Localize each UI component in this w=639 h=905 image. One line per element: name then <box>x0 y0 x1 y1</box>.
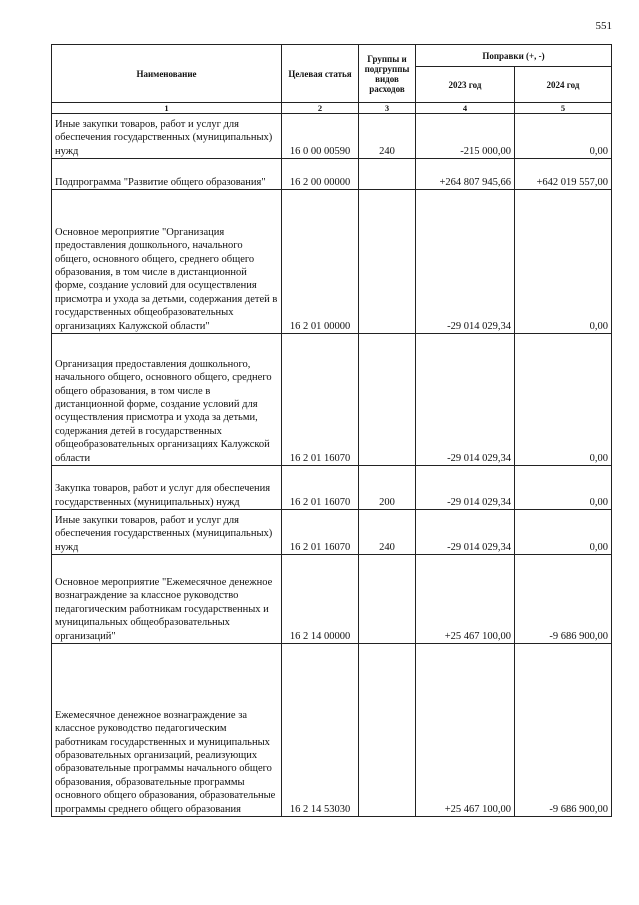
row-amount-2023: -29 014 029,34 <box>416 190 515 334</box>
budget-amendments-table <box>51 44 612 817</box>
row-target-article: 16 2 01 16070 <box>282 510 359 555</box>
column-number: 5 <box>515 103 612 114</box>
row-name: Подпрограмма "Развитие общего образования" <box>52 159 282 190</box>
row-target-article: 16 2 00 00000 <box>282 159 359 190</box>
row-expense-group: 200 <box>359 466 416 510</box>
row-expense-group: 240 <box>359 510 416 555</box>
table-row <box>52 159 612 190</box>
row-expense-group: 240 <box>359 114 416 159</box>
row-name: Основное мероприятие "Ежемесячное денежное вознаграждение за классное руководство педагогическим работникам государственных и муниципальных общеобразовательных организаций" <box>52 555 282 644</box>
column-number: 1 <box>52 103 282 114</box>
row-amount-2023: -215 000,00 <box>416 114 515 159</box>
row-name: Ежемесячное денежное вознаграждение за классное руководство педагогическим работникам государственных и муниципальных образовательных организаций, реализующих образовательные программы начального общего образования, образовательные программы основного общего образования, образовательные программы среднего общего образования <box>52 644 282 817</box>
table-row <box>52 555 612 644</box>
header-target-article: Целевая статья <box>282 45 359 103</box>
row-amount-2024: 0,00 <box>515 190 612 334</box>
table-row <box>52 190 612 334</box>
row-amount-2024: -9 686 900,00 <box>515 644 612 817</box>
row-amount-2023: -29 014 029,34 <box>416 510 515 555</box>
row-target-article: 16 2 01 00000 <box>282 190 359 334</box>
column-number: 4 <box>416 103 515 114</box>
table-row <box>52 334 612 466</box>
row-target-article: 16 2 14 00000 <box>282 555 359 644</box>
row-name: Организация предоставления дошкольного, начального общего, основного общего, среднего общего образования, в том числе в дистанционной форме, создание условий для осуществления присмотра и ухода за детьми, содержания детей в государственных общеобразовательных организациях Калужской области <box>52 334 282 466</box>
header-year-2024: 2024 год <box>515 67 612 103</box>
column-number: 2 <box>282 103 359 114</box>
row-amount-2023: +264 807 945,66 <box>416 159 515 190</box>
row-expense-group <box>359 190 416 334</box>
header-name: Наименование <box>52 45 282 103</box>
table-row <box>52 510 612 555</box>
row-expense-group <box>359 159 416 190</box>
table-row <box>52 644 612 817</box>
row-amount-2023: +25 467 100,00 <box>416 555 515 644</box>
header-expense-groups: Группы и подгруппы видов расходов <box>359 45 416 103</box>
row-amount-2024: -9 686 900,00 <box>515 555 612 644</box>
row-amount-2023: -29 014 029,34 <box>416 466 515 510</box>
row-amount-2023: +25 467 100,00 <box>416 644 515 817</box>
row-amount-2023: -29 014 029,34 <box>416 334 515 466</box>
row-target-article: 16 2 01 16070 <box>282 334 359 466</box>
row-amount-2024: +642 019 557,00 <box>515 159 612 190</box>
row-expense-group <box>359 555 416 644</box>
row-name: Закупка товаров, работ и услуг для обеспечения государственных (муниципальных) нужд <box>52 466 282 510</box>
row-amount-2024: 0,00 <box>515 114 612 159</box>
page-number: 551 <box>595 20 612 32</box>
row-expense-group <box>359 644 416 817</box>
header-year-2023: 2023 год <box>416 67 515 103</box>
row-amount-2024: 0,00 <box>515 334 612 466</box>
table-row <box>52 114 612 159</box>
row-target-article: 16 2 01 16070 <box>282 466 359 510</box>
row-target-article: 16 2 14 53030 <box>282 644 359 817</box>
row-target-article: 16 0 00 00590 <box>282 114 359 159</box>
row-expense-group <box>359 334 416 466</box>
row-name: Иные закупки товаров, работ и услуг для обеспечения государственных (муниципальных) нужд <box>52 510 282 555</box>
row-amount-2024: 0,00 <box>515 466 612 510</box>
column-number: 3 <box>359 103 416 114</box>
header-amendments: Поправки (+, -) <box>416 45 612 67</box>
table-row <box>52 466 612 510</box>
row-name: Основное мероприятие "Организация предоставления дошкольного, начального общего, основного общего, среднего общего образования, в том числе в дистанционной форме, создание условий для осуществления присмотра и ухода за детьми, содержания детей в государственных общеобразовательных организациях Калужской области" <box>52 190 282 334</box>
row-amount-2024: 0,00 <box>515 510 612 555</box>
row-name: Иные закупки товаров, работ и услуг для обеспечения государственных (муниципальных) нужд <box>52 114 282 159</box>
